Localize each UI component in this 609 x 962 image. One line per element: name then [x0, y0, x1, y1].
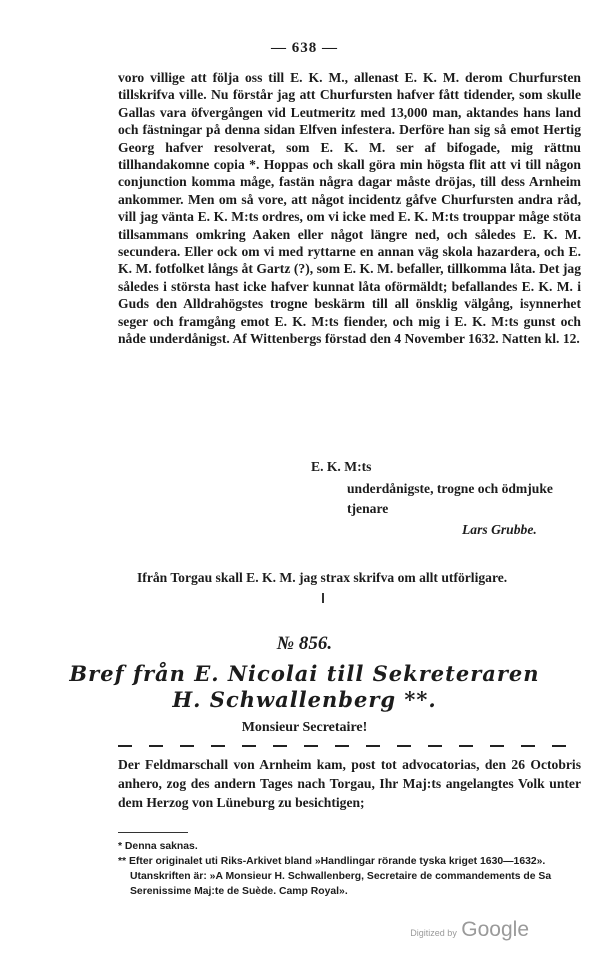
- letter-body: [118, 69, 581, 348]
- footnote-2: ** Efter originalet uti Riks-Arkivet bland »Handlingar rörande tyska kriget 1630—1632». Utanskriften är: »A Monsieur H. Schwallenberg, Secretaire de commandements de Sa Serenissime Maj:te de Suède. Camp Royal».: [118, 856, 552, 897]
- postscript: Ifrån Torgau skall E. K. M. jag strax skrifva om allt utförligare.: [137, 570, 508, 585]
- letter-heading-line-2: H. Schwallenberg **.: [172, 687, 437, 712]
- section-divider: [322, 593, 324, 603]
- salutation: Monsieur Secretaire!: [241, 720, 368, 735]
- body-paragraph: voro villige att följa oss till E. K. M., allenast E. K. M. derom Churfursten tillskrifva ville. Nu förstår jag att Churfursten hafver fått tidender, som skulle Gallas vara öfvergången vid Leutmeritz med 13,000 man, aktandes hans land och fästningar på denna sidan Elfven infestera. Derföre han sig så emot Hertig Georg hafver resolverat, som E. K. M. ser af bifogade, mig rättnu tillhandakomne copia *. Hoppas och skall göra min högsta flit att vi till någon conjunction komma måge, fastän några dagar måste dröjas, till dess Arnheim ankommer. Men om så vore, att något incidentz gåfve Churfursten andra råd, vill jag vänta E. K. M:ts ordres, om vi icke med E. K. M:ts trouppar måge stöta tillsammans omkring Aaken eller något längre ned, och således E. K. M. secundera. Eller ock om vi med ryttarne en annan väg skola hazardera, och E. K. M. fotfolket långs åt Gartz (?), som E. K. M. befaller, tillkomma låta. Det jag således i största hast icke hafver kunnat låta oförmäldt; befallandes E. K. M. i Guds den Alldrahögstes trogne beskärm till all önsklig välgång, isynnerhet seger och framgång emot E. K. M:ts fiender, och mig i E. K. M:ts gunst och nåde underdånigst. Af Wittenbergs förstad den 4 November 1632. Natten kl. 12.: [118, 70, 581, 347]
- letter-paragraph: Der Feldmarschall von Arnheim kam, post tot advocatorias, den 26 Octobris anhero, zog des andern Tages nach Torgau, Ihr Maj:ts angelangtes Volk unter dem Herzog von Lüneburg zu besichtigen;: [118, 757, 581, 810]
- closing-line-3: tjenare: [347, 501, 389, 516]
- second-letter-body: [118, 755, 581, 812]
- signature: Lars Grubbe.: [462, 522, 537, 537]
- closing-line-2: underdånigste, trogne och ödmjuke: [347, 481, 553, 496]
- document-number: № 856.: [276, 633, 333, 654]
- omission-dashes: [118, 741, 580, 749]
- footnote-1: * Denna saknas.: [118, 841, 198, 852]
- page-number: — 638 —: [271, 40, 338, 56]
- watermark-prefix: Digitized by: [410, 928, 457, 938]
- footnote-rule: [118, 832, 188, 833]
- digitization-watermark: [410, 918, 529, 942]
- google-logo: Google: [461, 918, 529, 941]
- letter-heading-line-1: Bref från E. Nicolai till Sekreteraren: [69, 661, 540, 686]
- closing-line-1: E. K. M:ts: [311, 459, 372, 474]
- footnotes: [118, 839, 583, 899]
